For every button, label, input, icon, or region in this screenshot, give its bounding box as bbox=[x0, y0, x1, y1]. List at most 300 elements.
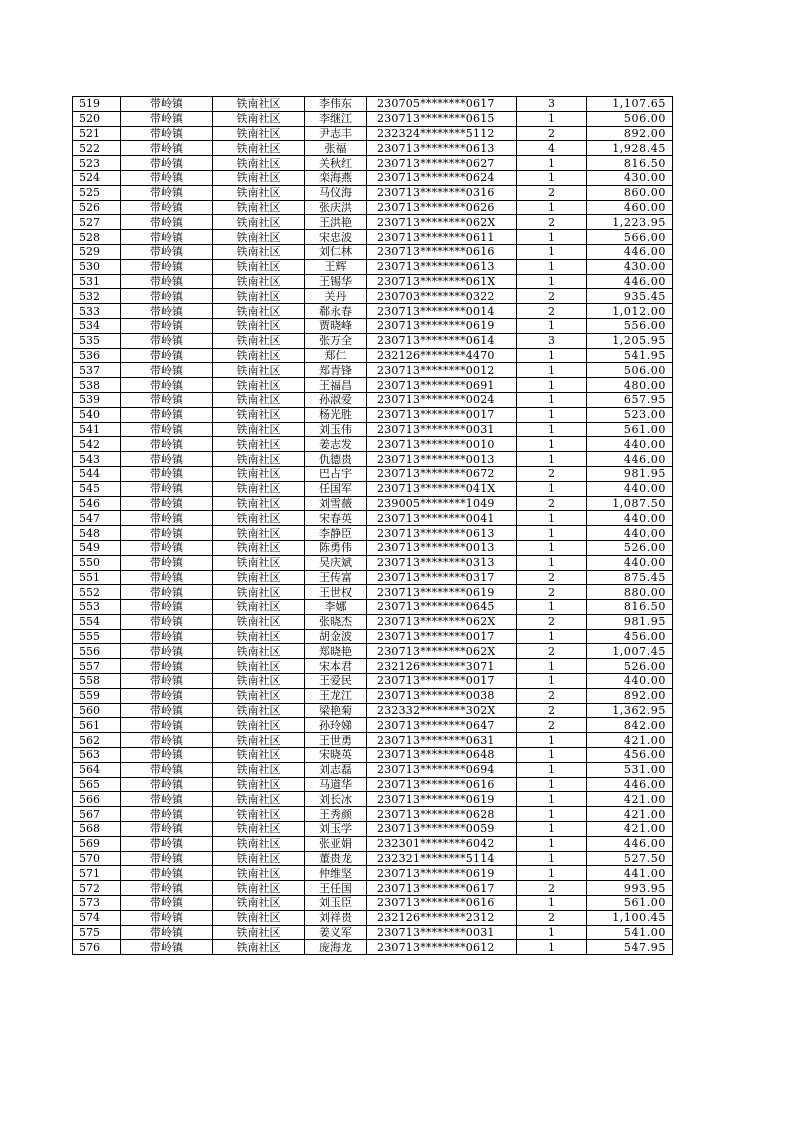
name-cell: 任国军 bbox=[305, 481, 367, 496]
table-row bbox=[73, 466, 673, 481]
household-size-cell: 2 bbox=[517, 910, 587, 925]
row-number-cell: 533 bbox=[73, 304, 121, 319]
table-body bbox=[73, 97, 673, 955]
community-cell: 铁南社区 bbox=[213, 274, 305, 289]
name-cell: 杨光胜 bbox=[305, 407, 367, 422]
community-cell: 铁南社区 bbox=[213, 437, 305, 452]
id-number-cell: 230713********0615 bbox=[367, 111, 517, 126]
household-size-cell: 1 bbox=[517, 422, 587, 437]
row-number-cell: 560 bbox=[73, 703, 121, 718]
amount-cell: 541.95 bbox=[587, 348, 673, 363]
row-number-cell: 565 bbox=[73, 777, 121, 792]
household-size-cell: 1 bbox=[517, 866, 587, 881]
amount-cell: 1,205.95 bbox=[587, 333, 673, 348]
table-row bbox=[73, 348, 673, 363]
town-cell: 带岭镇 bbox=[121, 526, 213, 541]
household-size-cell: 2 bbox=[517, 215, 587, 230]
community-cell: 铁南社区 bbox=[213, 688, 305, 703]
household-size-cell: 1 bbox=[517, 526, 587, 541]
household-size-cell: 1 bbox=[517, 925, 587, 940]
row-number-cell: 554 bbox=[73, 614, 121, 629]
community-cell: 铁南社区 bbox=[213, 126, 305, 141]
amount-cell: 440.00 bbox=[587, 437, 673, 452]
name-cell: 张福 bbox=[305, 141, 367, 156]
town-cell: 带岭镇 bbox=[121, 925, 213, 940]
town-cell: 带岭镇 bbox=[121, 215, 213, 230]
name-cell: 王锡华 bbox=[305, 274, 367, 289]
amount-cell: 526.00 bbox=[587, 540, 673, 555]
town-cell: 带岭镇 bbox=[121, 363, 213, 378]
name-cell: 陈勇伟 bbox=[305, 540, 367, 555]
row-number-cell: 543 bbox=[73, 452, 121, 467]
name-cell: 李静臣 bbox=[305, 526, 367, 541]
id-number-cell: 230713********0313 bbox=[367, 555, 517, 570]
household-size-cell: 1 bbox=[517, 111, 587, 126]
household-size-cell: 1 bbox=[517, 244, 587, 259]
amount-cell: 860.00 bbox=[587, 185, 673, 200]
row-number-cell: 567 bbox=[73, 807, 121, 822]
name-cell: 孙玲娣 bbox=[305, 718, 367, 733]
amount-cell: 440.00 bbox=[587, 555, 673, 570]
town-cell: 带岭镇 bbox=[121, 940, 213, 955]
community-cell: 铁南社区 bbox=[213, 289, 305, 304]
row-number-cell: 548 bbox=[73, 526, 121, 541]
community-cell: 铁南社区 bbox=[213, 111, 305, 126]
table-row bbox=[73, 703, 673, 718]
community-cell: 铁南社区 bbox=[213, 230, 305, 245]
name-cell: 郑仁 bbox=[305, 348, 367, 363]
community-cell: 铁南社区 bbox=[213, 170, 305, 185]
id-number-cell: 230713********0031 bbox=[367, 925, 517, 940]
name-cell: 董贵龙 bbox=[305, 851, 367, 866]
name-cell: 马道华 bbox=[305, 777, 367, 792]
row-number-cell: 569 bbox=[73, 836, 121, 851]
household-size-cell: 1 bbox=[517, 540, 587, 555]
community-cell: 铁南社区 bbox=[213, 822, 305, 837]
row-number-cell: 550 bbox=[73, 555, 121, 570]
name-cell: 刘长冰 bbox=[305, 792, 367, 807]
row-number-cell: 540 bbox=[73, 407, 121, 422]
name-cell: 王福昌 bbox=[305, 378, 367, 393]
table-row bbox=[73, 940, 673, 955]
household-size-cell: 1 bbox=[517, 170, 587, 185]
table-row bbox=[73, 259, 673, 274]
household-size-cell: 1 bbox=[517, 600, 587, 615]
table-row bbox=[73, 304, 673, 319]
row-number-cell: 553 bbox=[73, 600, 121, 615]
table-row bbox=[73, 792, 673, 807]
town-cell: 带岭镇 bbox=[121, 733, 213, 748]
row-number-cell: 521 bbox=[73, 126, 121, 141]
community-cell: 铁南社区 bbox=[213, 141, 305, 156]
name-cell: 栾海燕 bbox=[305, 170, 367, 185]
id-number-cell: 230703********0322 bbox=[367, 289, 517, 304]
town-cell: 带岭镇 bbox=[121, 614, 213, 629]
id-number-cell: 230713********0611 bbox=[367, 230, 517, 245]
town-cell: 带岭镇 bbox=[121, 644, 213, 659]
community-cell: 铁南社区 bbox=[213, 585, 305, 600]
amount-cell: 446.00 bbox=[587, 836, 673, 851]
table-row bbox=[73, 126, 673, 141]
id-number-cell: 232126********3071 bbox=[367, 659, 517, 674]
amount-cell: 531.00 bbox=[587, 762, 673, 777]
table-row bbox=[73, 200, 673, 215]
amount-cell: 421.00 bbox=[587, 822, 673, 837]
table-row bbox=[73, 215, 673, 230]
town-cell: 带岭镇 bbox=[121, 304, 213, 319]
table-row bbox=[73, 866, 673, 881]
id-number-cell: 230713********041X bbox=[367, 481, 517, 496]
row-number-cell: 532 bbox=[73, 289, 121, 304]
household-size-cell: 2 bbox=[517, 703, 587, 718]
community-cell: 铁南社区 bbox=[213, 156, 305, 171]
id-number-cell: 230713********0645 bbox=[367, 600, 517, 615]
table-row bbox=[73, 570, 673, 585]
amount-cell: 421.00 bbox=[587, 807, 673, 822]
amount-cell: 441.00 bbox=[587, 866, 673, 881]
row-number-cell: 562 bbox=[73, 733, 121, 748]
amount-cell: 842.00 bbox=[587, 718, 673, 733]
table-row bbox=[73, 363, 673, 378]
table-row bbox=[73, 437, 673, 452]
name-cell: 梁艳菊 bbox=[305, 703, 367, 718]
community-cell: 铁南社区 bbox=[213, 481, 305, 496]
town-cell: 带岭镇 bbox=[121, 289, 213, 304]
community-cell: 铁南社区 bbox=[213, 496, 305, 511]
id-number-cell: 230713********0317 bbox=[367, 570, 517, 585]
name-cell: 姜志发 bbox=[305, 437, 367, 452]
row-number-cell: 563 bbox=[73, 748, 121, 763]
name-cell: 刘祥贵 bbox=[305, 910, 367, 925]
community-cell: 铁南社区 bbox=[213, 97, 305, 112]
town-cell: 带岭镇 bbox=[121, 540, 213, 555]
name-cell: 关丹 bbox=[305, 289, 367, 304]
community-cell: 铁南社区 bbox=[213, 540, 305, 555]
row-number-cell: 524 bbox=[73, 170, 121, 185]
town-cell: 带岭镇 bbox=[121, 437, 213, 452]
table-row bbox=[73, 540, 673, 555]
id-number-cell: 230713********0694 bbox=[367, 762, 517, 777]
amount-cell: 561.00 bbox=[587, 896, 673, 911]
household-size-cell: 2 bbox=[517, 644, 587, 659]
row-number-cell: 570 bbox=[73, 851, 121, 866]
town-cell: 带岭镇 bbox=[121, 511, 213, 526]
community-cell: 铁南社区 bbox=[213, 896, 305, 911]
table-row bbox=[73, 511, 673, 526]
community-cell: 铁南社区 bbox=[213, 407, 305, 422]
household-size-cell: 1 bbox=[517, 629, 587, 644]
town-cell: 带岭镇 bbox=[121, 259, 213, 274]
amount-cell: 430.00 bbox=[587, 170, 673, 185]
name-cell: 王龙江 bbox=[305, 688, 367, 703]
town-cell: 带岭镇 bbox=[121, 659, 213, 674]
household-size-cell: 2 bbox=[517, 289, 587, 304]
household-size-cell: 2 bbox=[517, 688, 587, 703]
amount-cell: 460.00 bbox=[587, 200, 673, 215]
row-number-cell: 566 bbox=[73, 792, 121, 807]
household-size-cell: 2 bbox=[517, 881, 587, 896]
amount-cell: 981.95 bbox=[587, 614, 673, 629]
table-row bbox=[73, 748, 673, 763]
table-row bbox=[73, 585, 673, 600]
town-cell: 带岭镇 bbox=[121, 910, 213, 925]
row-number-cell: 536 bbox=[73, 348, 121, 363]
household-size-cell: 2 bbox=[517, 496, 587, 511]
row-number-cell: 573 bbox=[73, 896, 121, 911]
id-number-cell: 230713********0013 bbox=[367, 540, 517, 555]
row-number-cell: 558 bbox=[73, 674, 121, 689]
id-number-cell: 232126********2312 bbox=[367, 910, 517, 925]
name-cell: 张万全 bbox=[305, 333, 367, 348]
id-number-cell: 230713********0612 bbox=[367, 940, 517, 955]
community-cell: 铁南社区 bbox=[213, 718, 305, 733]
community-cell: 铁南社区 bbox=[213, 466, 305, 481]
table-row bbox=[73, 762, 673, 777]
id-number-cell: 230713********062X bbox=[367, 215, 517, 230]
community-cell: 铁南社区 bbox=[213, 629, 305, 644]
community-cell: 铁南社区 bbox=[213, 851, 305, 866]
name-cell: 刘玉伟 bbox=[305, 422, 367, 437]
amount-cell: 1,007.45 bbox=[587, 644, 673, 659]
town-cell: 带岭镇 bbox=[121, 836, 213, 851]
amount-cell: 657.95 bbox=[587, 392, 673, 407]
row-number-cell: 575 bbox=[73, 925, 121, 940]
row-number-cell: 546 bbox=[73, 496, 121, 511]
row-number-cell: 541 bbox=[73, 422, 121, 437]
household-size-cell: 1 bbox=[517, 807, 587, 822]
town-cell: 带岭镇 bbox=[121, 170, 213, 185]
table-row bbox=[73, 836, 673, 851]
town-cell: 带岭镇 bbox=[121, 762, 213, 777]
amount-cell: 440.00 bbox=[587, 481, 673, 496]
household-size-cell: 1 bbox=[517, 792, 587, 807]
community-cell: 铁南社区 bbox=[213, 866, 305, 881]
name-cell: 刘志磊 bbox=[305, 762, 367, 777]
name-cell: 王秀颜 bbox=[305, 807, 367, 822]
row-number-cell: 545 bbox=[73, 481, 121, 496]
table-row bbox=[73, 674, 673, 689]
id-number-cell: 230713********0691 bbox=[367, 378, 517, 393]
id-number-cell: 230713********0012 bbox=[367, 363, 517, 378]
table-row bbox=[73, 644, 673, 659]
name-cell: 关秋红 bbox=[305, 156, 367, 171]
table-row bbox=[73, 170, 673, 185]
household-size-cell: 1 bbox=[517, 481, 587, 496]
town-cell: 带岭镇 bbox=[121, 111, 213, 126]
name-cell: 吴庆斌 bbox=[305, 555, 367, 570]
table-row bbox=[73, 407, 673, 422]
amount-cell: 816.50 bbox=[587, 600, 673, 615]
amount-cell: 566.00 bbox=[587, 230, 673, 245]
id-number-cell: 230713********0619 bbox=[367, 866, 517, 881]
row-number-cell: 531 bbox=[73, 274, 121, 289]
row-number-cell: 556 bbox=[73, 644, 121, 659]
name-cell: 张庆洪 bbox=[305, 200, 367, 215]
household-size-cell: 2 bbox=[517, 718, 587, 733]
community-cell: 铁南社区 bbox=[213, 215, 305, 230]
row-number-cell: 552 bbox=[73, 585, 121, 600]
household-size-cell: 1 bbox=[517, 748, 587, 763]
town-cell: 带岭镇 bbox=[121, 896, 213, 911]
id-number-cell: 230713********0647 bbox=[367, 718, 517, 733]
community-cell: 铁南社区 bbox=[213, 600, 305, 615]
town-cell: 带岭镇 bbox=[121, 748, 213, 763]
household-size-cell: 1 bbox=[517, 511, 587, 526]
id-number-cell: 230713********0627 bbox=[367, 156, 517, 171]
town-cell: 带岭镇 bbox=[121, 496, 213, 511]
community-cell: 铁南社区 bbox=[213, 836, 305, 851]
table-row bbox=[73, 185, 673, 200]
town-cell: 带岭镇 bbox=[121, 318, 213, 333]
id-number-cell: 230713********0017 bbox=[367, 407, 517, 422]
community-cell: 铁南社区 bbox=[213, 304, 305, 319]
town-cell: 带岭镇 bbox=[121, 230, 213, 245]
town-cell: 带岭镇 bbox=[121, 452, 213, 467]
row-number-cell: 519 bbox=[73, 97, 121, 112]
id-number-cell: 230713********0624 bbox=[367, 170, 517, 185]
household-size-cell: 3 bbox=[517, 333, 587, 348]
household-size-cell: 1 bbox=[517, 437, 587, 452]
id-number-cell: 230713********0031 bbox=[367, 422, 517, 437]
town-cell: 带岭镇 bbox=[121, 244, 213, 259]
table-row bbox=[73, 896, 673, 911]
row-number-cell: 537 bbox=[73, 363, 121, 378]
household-size-cell: 2 bbox=[517, 466, 587, 481]
name-cell: 仇德贵 bbox=[305, 452, 367, 467]
town-cell: 带岭镇 bbox=[121, 141, 213, 156]
household-size-cell: 1 bbox=[517, 762, 587, 777]
name-cell: 李伟东 bbox=[305, 97, 367, 112]
amount-cell: 981.95 bbox=[587, 466, 673, 481]
amount-cell: 892.00 bbox=[587, 126, 673, 141]
amount-cell: 440.00 bbox=[587, 526, 673, 541]
community-cell: 铁南社区 bbox=[213, 644, 305, 659]
name-cell: 宋晓英 bbox=[305, 748, 367, 763]
amount-cell: 875.45 bbox=[587, 570, 673, 585]
name-cell: 王传富 bbox=[305, 570, 367, 585]
table-row bbox=[73, 555, 673, 570]
household-size-cell: 1 bbox=[517, 392, 587, 407]
row-number-cell: 555 bbox=[73, 629, 121, 644]
row-number-cell: 549 bbox=[73, 540, 121, 555]
id-number-cell: 232321********5114 bbox=[367, 851, 517, 866]
community-cell: 铁南社区 bbox=[213, 807, 305, 822]
household-size-cell: 1 bbox=[517, 363, 587, 378]
name-cell: 宋本君 bbox=[305, 659, 367, 674]
amount-cell: 541.00 bbox=[587, 925, 673, 940]
id-number-cell: 230713********062X bbox=[367, 614, 517, 629]
town-cell: 带岭镇 bbox=[121, 407, 213, 422]
row-number-cell: 520 bbox=[73, 111, 121, 126]
town-cell: 带岭镇 bbox=[121, 348, 213, 363]
row-number-cell: 574 bbox=[73, 910, 121, 925]
household-size-cell: 1 bbox=[517, 836, 587, 851]
household-size-cell: 1 bbox=[517, 200, 587, 215]
town-cell: 带岭镇 bbox=[121, 600, 213, 615]
community-cell: 铁南社区 bbox=[213, 333, 305, 348]
id-number-cell: 232126********4470 bbox=[367, 348, 517, 363]
row-number-cell: 564 bbox=[73, 762, 121, 777]
community-cell: 铁南社区 bbox=[213, 748, 305, 763]
amount-cell: 880.00 bbox=[587, 585, 673, 600]
amount-cell: 561.00 bbox=[587, 422, 673, 437]
table-row bbox=[73, 659, 673, 674]
row-number-cell: 561 bbox=[73, 718, 121, 733]
community-cell: 铁南社区 bbox=[213, 777, 305, 792]
name-cell: 巴占宇 bbox=[305, 466, 367, 481]
id-number-cell: 230713********062X bbox=[367, 644, 517, 659]
community-cell: 铁南社区 bbox=[213, 244, 305, 259]
community-cell: 铁南社区 bbox=[213, 185, 305, 200]
community-cell: 铁南社区 bbox=[213, 940, 305, 955]
id-number-cell: 230713********0619 bbox=[367, 792, 517, 807]
name-cell: 李娜 bbox=[305, 600, 367, 615]
amount-cell: 1,928.45 bbox=[587, 141, 673, 156]
row-number-cell: 571 bbox=[73, 866, 121, 881]
table-row bbox=[73, 822, 673, 837]
amount-cell: 506.00 bbox=[587, 111, 673, 126]
name-cell: 庞海龙 bbox=[305, 940, 367, 955]
name-cell: 刘玉学 bbox=[305, 822, 367, 837]
id-number-cell: 230713********0628 bbox=[367, 807, 517, 822]
town-cell: 带岭镇 bbox=[121, 703, 213, 718]
household-size-cell: 1 bbox=[517, 777, 587, 792]
id-number-cell: 230713********0017 bbox=[367, 629, 517, 644]
amount-cell: 892.00 bbox=[587, 688, 673, 703]
name-cell: 仲维坚 bbox=[305, 866, 367, 881]
amount-cell: 523.00 bbox=[587, 407, 673, 422]
amount-cell: 480.00 bbox=[587, 378, 673, 393]
town-cell: 带岭镇 bbox=[121, 570, 213, 585]
amount-cell: 421.00 bbox=[587, 792, 673, 807]
amount-cell: 421.00 bbox=[587, 733, 673, 748]
community-cell: 铁南社区 bbox=[213, 881, 305, 896]
id-number-cell: 230713********0626 bbox=[367, 200, 517, 215]
name-cell: 郑青锋 bbox=[305, 363, 367, 378]
town-cell: 带岭镇 bbox=[121, 822, 213, 837]
amount-cell: 526.00 bbox=[587, 659, 673, 674]
household-size-cell: 1 bbox=[517, 348, 587, 363]
table-row bbox=[73, 378, 673, 393]
name-cell: 宋忠波 bbox=[305, 230, 367, 245]
name-cell: 王任国 bbox=[305, 881, 367, 896]
amount-cell: 456.00 bbox=[587, 629, 673, 644]
amount-cell: 1,223.95 bbox=[587, 215, 673, 230]
amount-cell: 1,087.50 bbox=[587, 496, 673, 511]
town-cell: 带岭镇 bbox=[121, 333, 213, 348]
town-cell: 带岭镇 bbox=[121, 555, 213, 570]
community-cell: 铁南社区 bbox=[213, 363, 305, 378]
community-cell: 铁南社区 bbox=[213, 925, 305, 940]
amount-cell: 440.00 bbox=[587, 511, 673, 526]
id-number-cell: 230713********0613 bbox=[367, 526, 517, 541]
community-cell: 铁南社区 bbox=[213, 792, 305, 807]
row-number-cell: 523 bbox=[73, 156, 121, 171]
amount-cell: 440.00 bbox=[587, 674, 673, 689]
community-cell: 铁南社区 bbox=[213, 674, 305, 689]
id-number-cell: 230713********0017 bbox=[367, 674, 517, 689]
name-cell: 刘玉臣 bbox=[305, 896, 367, 911]
table-row bbox=[73, 526, 673, 541]
town-cell: 带岭镇 bbox=[121, 481, 213, 496]
name-cell: 姜义军 bbox=[305, 925, 367, 940]
id-number-cell: 230713********0613 bbox=[367, 141, 517, 156]
community-cell: 铁南社区 bbox=[213, 259, 305, 274]
name-cell: 尹志丰 bbox=[305, 126, 367, 141]
town-cell: 带岭镇 bbox=[121, 674, 213, 689]
table-row bbox=[73, 600, 673, 615]
table-row bbox=[73, 230, 673, 245]
